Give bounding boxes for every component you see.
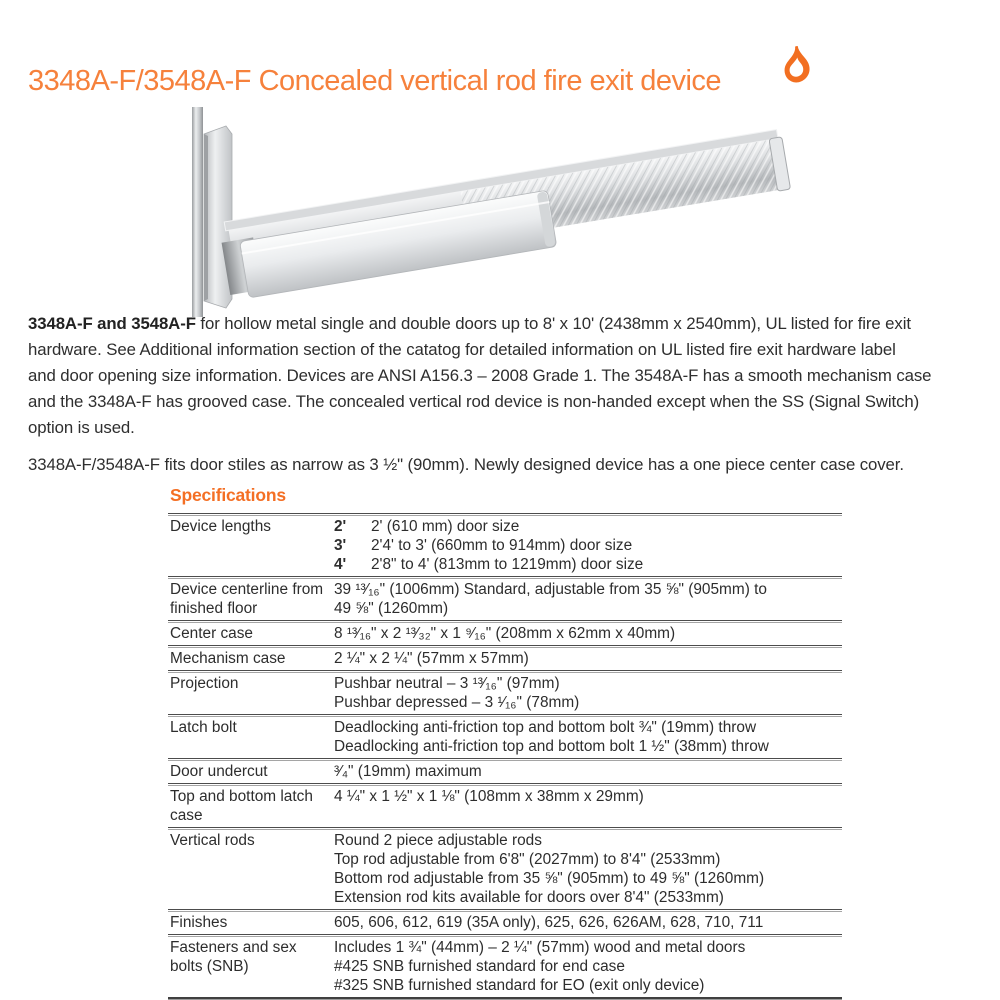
spec-values [334, 718, 842, 756]
product-image [140, 103, 800, 321]
spec-value-text: 49 ⅝" (1260mm) [334, 600, 449, 617]
spec-values [334, 624, 842, 643]
spec-value-text: 2'8" to 4' (813mm to 1219mm) door size [371, 556, 644, 573]
intro-line: 3348A-F and 3548A-F for hollow metal single and double doors up to 8' x 10' (2438mm x 2540mm), UL listed for fire exit [28, 314, 911, 333]
spec-value-text: Pushbar depressed – 3 ¹⁄₁₆" (78mm) [334, 694, 580, 711]
spec-row [168, 761, 842, 783]
spec-value-line [334, 938, 842, 957]
spec-label: Top and bottom latch case [170, 788, 313, 824]
spec-size-key: 4' [334, 556, 347, 573]
spec-value-line [334, 869, 842, 888]
spec-row [168, 830, 842, 909]
spec-values [334, 517, 842, 574]
spec-value-text: ³⁄₄" (19mm) maximum [334, 763, 482, 780]
intro-line: and the 3348A-F has grooved case. The concealed vertical rod device is non-handed except when the SS (Signal Switch) [28, 392, 920, 411]
spec-label: Mechanism case [170, 650, 286, 667]
spec-value-text: Deadlocking anti-friction top and bottom bolt ¾" (19mm) throw [334, 719, 757, 736]
spec-row [168, 786, 842, 827]
spec-value-line [334, 850, 842, 869]
spec-value-line [334, 580, 842, 599]
spec-value-text: #425 SNB furnished standard for end case [334, 958, 625, 975]
spec-value-line [334, 599, 842, 618]
specifications-heading: Specifications [170, 485, 286, 505]
spec-value-line [334, 718, 842, 737]
spec-value-line [334, 976, 842, 995]
spec-label: Finishes [170, 914, 228, 931]
spec-value-text: Bottom rod adjustable from 35 ⅝" (905mm) to 49 ⅝" (1260mm) [334, 870, 765, 887]
spec-value-line [334, 555, 842, 574]
device-vertical-rod [192, 107, 203, 317]
spec-value-line [334, 536, 842, 555]
spec-value-line [334, 517, 842, 536]
spec-value-text: 2'4' to 3' (660mm to 914mm) door size [371, 537, 633, 554]
spec-row [168, 673, 842, 714]
spec-value-text: Pushbar neutral – 3 ¹³⁄₁₆" (97mm) [334, 675, 560, 692]
spec-size-key: 2' [334, 518, 347, 535]
spec-value-line [334, 674, 842, 693]
spec-label: Device centerline from finished floor [170, 581, 324, 617]
spec-values [334, 674, 842, 712]
spec-value-text: 2 ¼" x 2 ¼" (57mm x 57mm) [334, 650, 529, 667]
spec-value-text: 39 ¹³⁄₁₆" (1006mm) Standard, adjustable from 35 ⅝" (905mm) to [334, 581, 767, 598]
spec-row [168, 516, 842, 576]
spec-values [334, 913, 842, 932]
spec-value-text: Deadlocking anti-friction top and bottom bolt 1 ½" (38mm) throw [334, 738, 769, 755]
specifications-section [168, 485, 842, 1000]
spec-label: Fasteners and sex bolts (SNB) [170, 939, 297, 975]
spec-value-line [334, 737, 842, 756]
spec-label: Center case [170, 625, 253, 642]
spec-value-line [334, 913, 842, 932]
spec-value-text: 4 ¼" x 1 ½" x 1 ⅛" (108mm x 38mm x 29mm) [334, 788, 644, 805]
spec-row [168, 912, 842, 934]
door-stiles-text: 3348A-F/3548A-F fits door stiles as narrow as 3 ½" (90mm). Newly designed device has a one piece center case cover. [28, 455, 904, 474]
spec-label: Device lengths [170, 518, 271, 535]
spec-value-text: Top rod adjustable from 6'8" (2027mm) to 8'4" (2533mm) [334, 851, 721, 868]
spec-label: Projection [170, 675, 239, 692]
spec-values [334, 649, 842, 668]
spec-value-text: 605, 606, 612, 619 (35A only), 625, 626, 626AM, 628, 710, 711 [334, 914, 764, 931]
spec-row [168, 717, 842, 758]
page-title: 3348A-F/3548A-F Concealed vertical rod fire exit device [28, 65, 722, 98]
spec-values [334, 580, 842, 618]
model-numbers-bold: 3348A-F and 3548A-F [28, 314, 196, 333]
spec-value-line [334, 787, 842, 806]
spec-size-key: 3' [334, 537, 347, 554]
spec-value-text: Round 2 piece adjustable rods [334, 832, 542, 849]
spec-label: Latch bolt [170, 719, 237, 736]
spec-value-line [334, 693, 842, 712]
spec-row [168, 579, 842, 620]
intro-line: option is used. [28, 418, 135, 437]
spec-value-text: Extension rod kits available for doors over 8'4" (2533mm) [334, 889, 724, 906]
spec-value-line [334, 957, 842, 976]
door-stiles-paragraph [28, 452, 988, 478]
flame-icon [784, 46, 811, 83]
spec-row [168, 937, 842, 997]
spec-values [334, 831, 842, 907]
spec-values [334, 938, 842, 995]
intro-line: and door opening size information. Devices are ANSI A156.3 – 2008 Grade 1. The 3548A-F has a smooth mechanism case [28, 366, 932, 385]
spec-row [168, 623, 842, 645]
spec-value-text: #325 SNB furnished standard for EO (exit only device) [334, 977, 705, 994]
device-center-plate [204, 126, 232, 308]
spec-label: Vertical rods [170, 832, 255, 849]
intro-line: hardware. See Additional information section of the catatog for detailed information on UL listed fire exit hardware label [28, 340, 896, 359]
spec-value-line [334, 831, 842, 850]
spec-value-line [334, 888, 842, 907]
spec-values [334, 762, 842, 781]
spec-value-text: Includes 1 ¾" (44mm) – 2 ¼" (57mm) wood and metal doors [334, 939, 746, 956]
spec-row [168, 648, 842, 670]
spec-values [334, 787, 842, 825]
spec-value-line [334, 649, 842, 668]
spec-value-text: 2' (610 mm) door size [371, 518, 520, 535]
intro-paragraph [28, 311, 988, 441]
spec-value-line [334, 762, 842, 781]
spec-value-line [334, 624, 842, 643]
spec-label: Door undercut [170, 763, 268, 780]
specifications-table [168, 513, 842, 1000]
spec-value-text: 8 ¹³⁄₁₆" x 2 ¹³⁄₃₂" x 1 ⁹⁄₁₆" (208mm x 62mm x 40mm) [334, 625, 676, 642]
